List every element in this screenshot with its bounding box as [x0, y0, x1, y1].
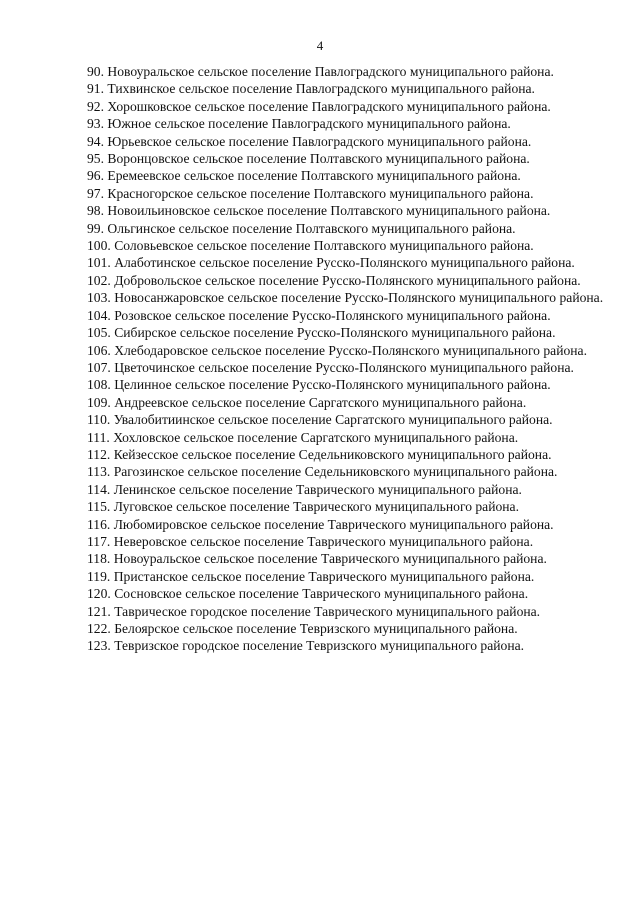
list-item-text: Увалобитиинское сельское поселение Саргатского муниципального района.: [113, 412, 553, 428]
list-item: [52, 550, 604, 567]
list-item: [52, 359, 604, 376]
list-item-number: 108.: [87, 377, 111, 393]
list-item-text: Луговское сельское поселение Таврического муниципального района.: [113, 499, 519, 515]
list-item-text: Целинное сельское поселение Русско-Полянского муниципального района.: [114, 377, 551, 393]
list-item: [52, 80, 604, 97]
settlement-list: [52, 63, 604, 655]
list-item-number: 97.: [87, 185, 104, 201]
list-item-text: Таврическое городское поселение Таврического муниципального района.: [114, 603, 541, 619]
list-item-number: 117.: [87, 533, 111, 549]
list-item-number: 118.: [87, 551, 111, 567]
list-item-text: Сибирское сельское поселение Русско-Полянского муниципального района.: [114, 325, 556, 341]
list-item: [52, 446, 604, 463]
list-item-number: 111.: [87, 429, 110, 445]
list-item-number: 91.: [87, 81, 104, 97]
list-item-text: Соловьевское сельское поселение Полтавского муниципального района.: [114, 238, 534, 254]
list-item-number: 113.: [87, 464, 111, 480]
list-item-text: Белоярское сельское поселение Тевризского муниципального района.: [114, 621, 518, 636]
list-item-text: Сосновское сельское поселение Таврического муниципального района.: [114, 586, 529, 602]
list-item-text: Красногорское сельское поселение Полтавского муниципального района.: [107, 185, 534, 201]
list-item-number: 101.: [87, 255, 111, 271]
list-item: [52, 394, 604, 411]
list-item: [52, 637, 604, 654]
list-item-text: Ольгинское сельское поселение Полтавского муниципального района.: [107, 220, 516, 236]
list-item-text: Пристанское сельское поселение Таврического муниципального района.: [113, 568, 535, 584]
list-item-number: 93.: [87, 116, 104, 132]
list-item: [52, 133, 604, 150]
list-item-number: 90.: [87, 64, 104, 79]
list-item: [52, 411, 604, 428]
list-item-text: Кейзесское сельское поселение Седельниковского муниципального района.: [113, 446, 552, 462]
list-item-text: Южное сельское поселение Павлоградского муниципального района.: [107, 116, 511, 132]
list-item-number: 122.: [87, 621, 111, 636]
list-item-text: Хорошковское сельское поселение Павлоградского муниципального района.: [107, 98, 551, 114]
list-item-text: Рагозинское сельское поселение Седельниковского муниципального района.: [113, 464, 558, 480]
list-item-text: Хохловское сельское поселение Саргатского муниципального района.: [113, 429, 519, 445]
list-item: [52, 289, 604, 306]
page-number: 4: [316, 38, 324, 53]
list-item: [52, 272, 604, 289]
list-item-text: Новоильиновское сельское поселение Полтавского муниципального района.: [107, 203, 551, 219]
list-item-text: Добровольское сельское поселение Русско-Полянского муниципального района.: [114, 272, 581, 288]
list-item: [52, 185, 604, 202]
list-item-number: 92.: [87, 98, 104, 114]
list-item: [52, 254, 604, 271]
list-item-number: 121.: [87, 603, 111, 619]
list-item: [52, 202, 604, 219]
list-item-text: Еремеевское сельское поселение Полтавского муниципального района.: [107, 168, 521, 184]
list-item-number: 112.: [87, 446, 111, 462]
list-item: [52, 115, 604, 132]
list-item-text: Розовское сельское поселение Русско-Полянского муниципального района.: [114, 307, 551, 323]
list-item-text: Неверовское сельское поселение Таврического муниципального района.: [113, 533, 534, 549]
list-item-number: 106.: [87, 342, 111, 358]
list-item-number: 94.: [87, 133, 104, 149]
list-item: [52, 620, 604, 637]
list-item: [52, 429, 604, 446]
list-item: [52, 98, 604, 115]
list-item-text: Андреевское сельское поселение Саргатского муниципального района.: [114, 394, 527, 410]
list-item-number: 120.: [87, 586, 111, 602]
list-item: [52, 324, 604, 341]
list-item-number: 107.: [87, 359, 111, 375]
list-item-number: 103.: [87, 290, 111, 306]
list-item-number: 98.: [87, 203, 104, 219]
list-item-text: Цветочинское сельское поселение Русско-Полянского муниципального района.: [114, 359, 574, 375]
list-item: [52, 516, 604, 533]
list-item: [52, 307, 604, 324]
list-item-number: 100.: [87, 238, 111, 254]
list-item-number: 96.: [87, 168, 104, 184]
list-item-number: 102.: [87, 272, 111, 288]
list-item-number: 95.: [87, 151, 104, 167]
list-item: [52, 568, 604, 585]
list-item-number: 109.: [87, 394, 111, 410]
list-item-number: 110.: [87, 412, 111, 428]
list-item-text: Алаботинское сельское поселение Русско-Полянского муниципального района.: [114, 255, 575, 271]
list-item: [52, 63, 604, 80]
list-item: [52, 220, 604, 237]
list-item: [52, 498, 604, 515]
list-item: [52, 533, 604, 550]
list-item: [52, 167, 604, 184]
list-item-text: Юрьевское сельское поселение Павлоградского муниципального района.: [107, 133, 532, 149]
list-item: [52, 481, 604, 498]
list-item: [52, 463, 604, 480]
list-item: [52, 150, 604, 167]
list-item-text: Новоуральское сельское поселение Таврического муниципального района.: [113, 551, 547, 567]
list-item-number: 99.: [87, 220, 104, 236]
list-item-text: Любомировское сельское поселение Таврического муниципального района.: [113, 516, 554, 532]
list-item: [52, 603, 604, 620]
list-item: [52, 585, 604, 602]
list-item-text: Новоуральское сельское поселение Павлоградского муниципального района.: [107, 64, 554, 79]
list-item-text: Ленинское сельское поселение Таврического муниципального района.: [113, 481, 522, 497]
list-item-number: 104.: [87, 307, 111, 323]
list-item-number: 115.: [87, 499, 111, 515]
list-item-text: Хлебодаровское сельское поселение Русско-Полянского муниципального района.: [114, 342, 587, 358]
list-item-number: 116.: [87, 516, 111, 532]
list-item: [52, 376, 604, 393]
list-item-text: Тевризское городское поселение Тевризского муниципального района.: [114, 638, 525, 654]
list-item: [52, 342, 604, 359]
list-item-text: Тихвинское сельское поселение Павлоградского муниципального района.: [107, 81, 535, 97]
list-item-text: Новосанжаровское сельское поселение Русско-Полянского муниципального района.: [114, 290, 604, 306]
list-item: [52, 237, 604, 254]
list-item-number: 105.: [87, 325, 111, 341]
list-item-number: 114.: [87, 481, 111, 497]
list-item-number: 123.: [87, 638, 111, 654]
list-item-text: Воронцовское сельское поселение Полтавского муниципального района.: [107, 151, 530, 167]
list-item-number: 119.: [87, 568, 111, 584]
